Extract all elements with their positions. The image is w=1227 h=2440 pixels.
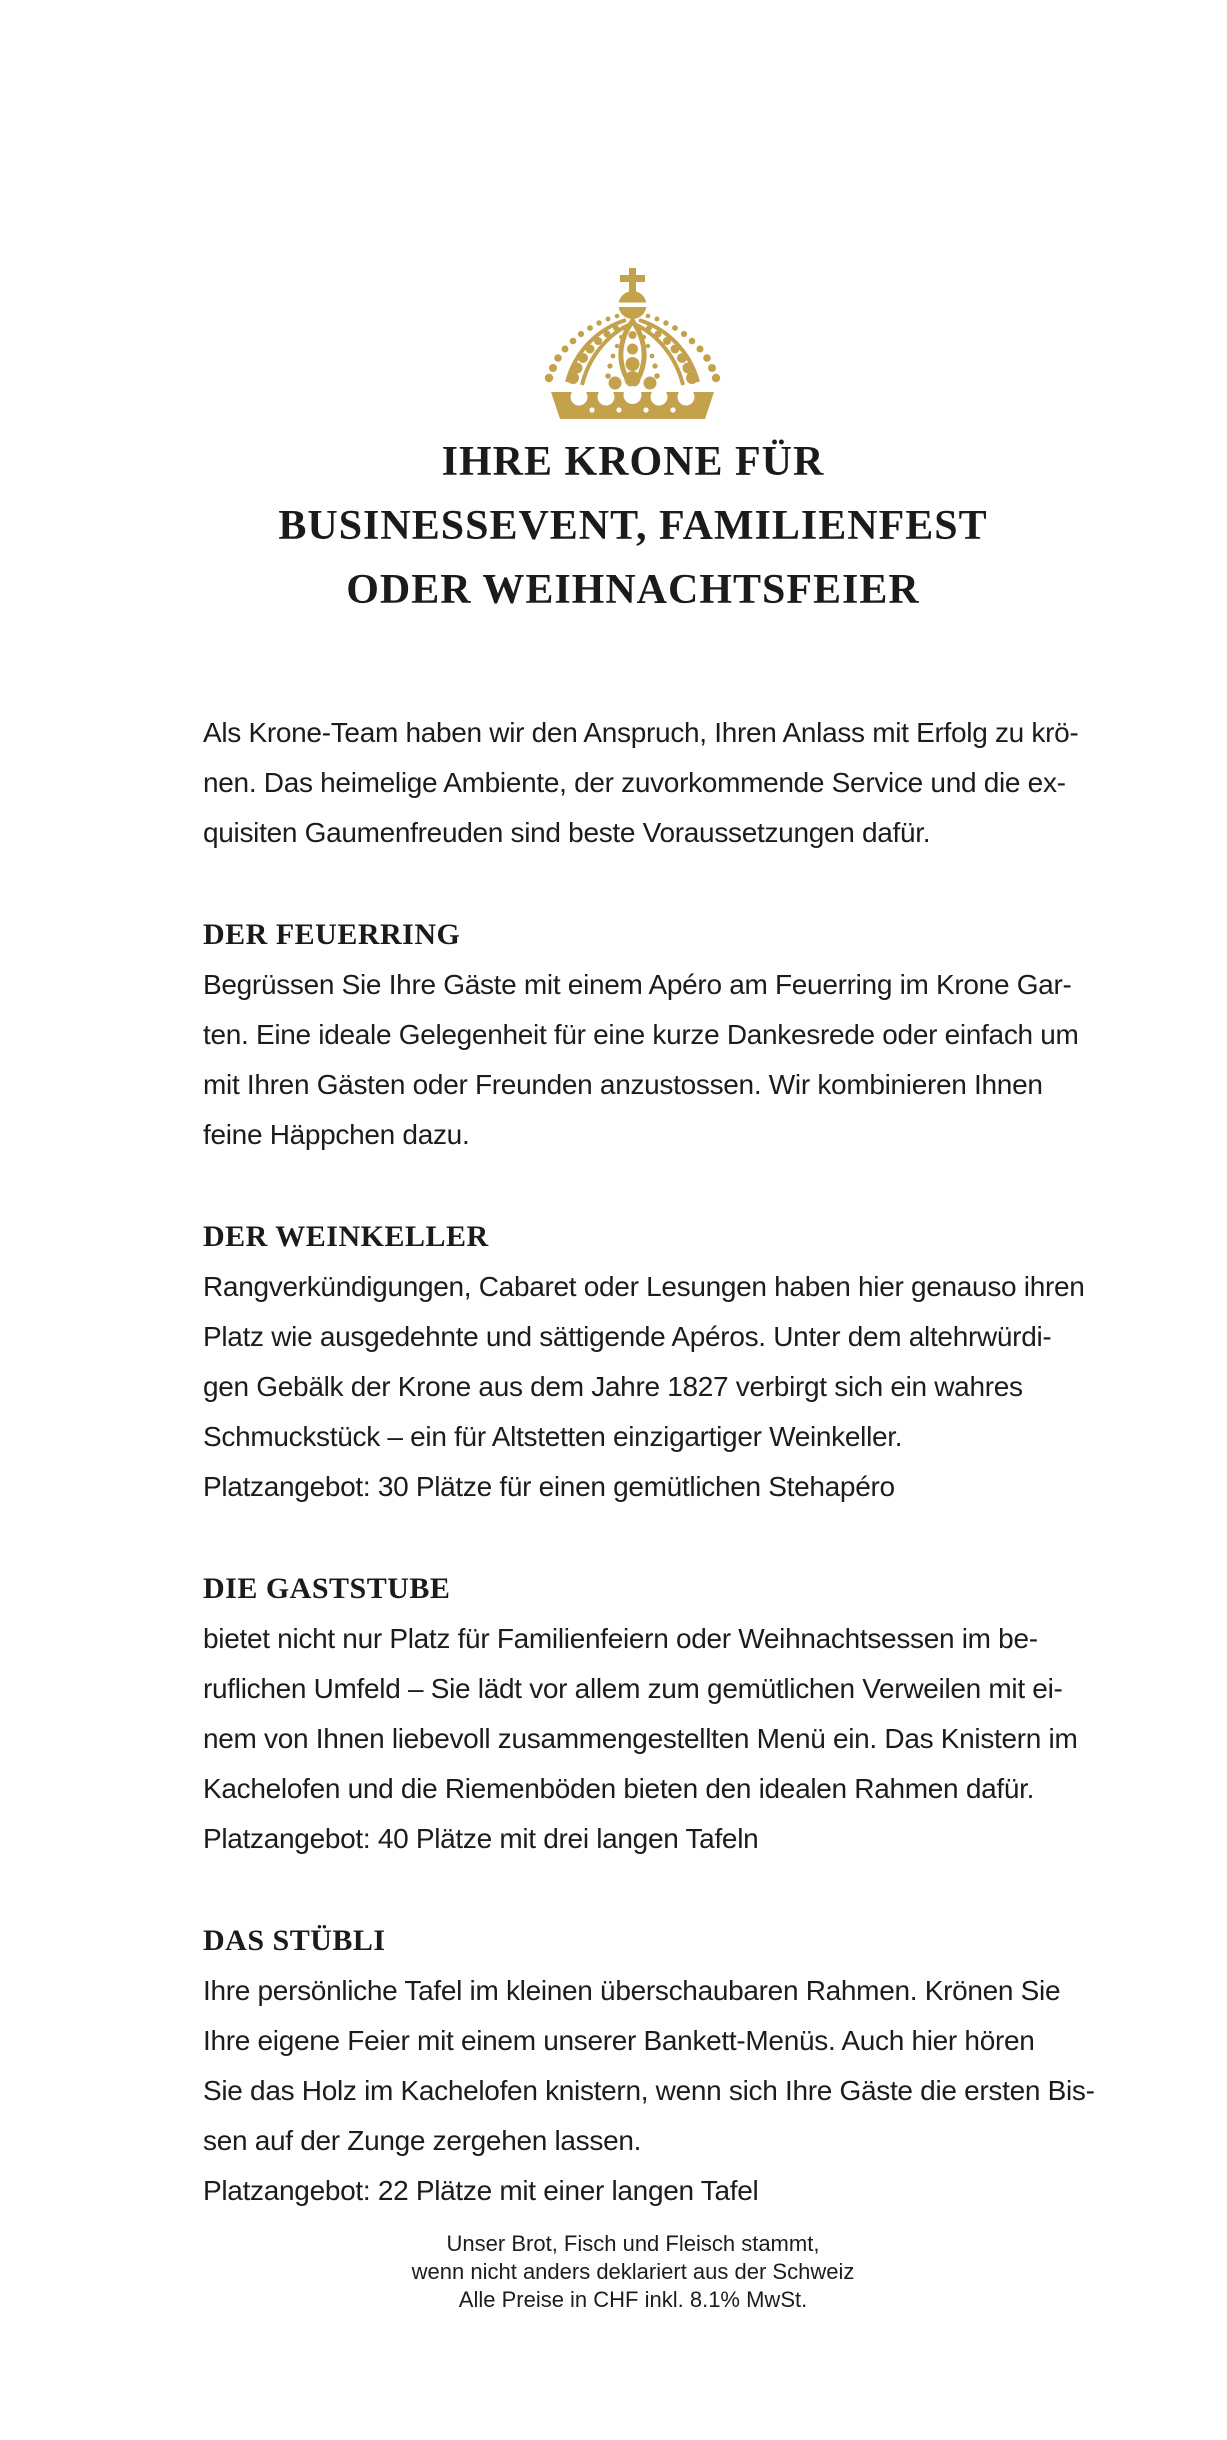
section-line: nem von Ihnen liebevoll zusammengestellten Menü ein. Das Knistern im <box>203 1723 1078 1754</box>
section-line: Sie das Holz im Kachelofen knistern, wenn sich Ihre Gäste die ersten Bis- <box>203 2075 1095 2106</box>
section-line: bietet nicht nur Platz für Familienfeiern oder Weihnachtsessen im be- <box>203 1623 1038 1654</box>
page-content <box>203 268 1095 2314</box>
title-line: ODER WEIHNACHTSFEIER <box>346 567 920 613</box>
section-heading: DER WEINKELLER <box>203 1220 489 1253</box>
section-paragraph <box>203 960 1079 1160</box>
section-line: feine Häppchen dazu. <box>203 1119 470 1150</box>
section-line: gen Gebälk der Krone aus dem Jahre 1827 verbirgt sich ein wahres <box>203 1371 1023 1402</box>
section <box>203 1216 1085 1512</box>
section <box>203 1568 1078 1864</box>
intro-paragraph <box>203 708 1079 858</box>
section-line: ten. Eine ideale Gelegenheit für eine kurze Dankesrede oder einfach um <box>203 1019 1079 1050</box>
capacity-line: Platzangebot: 30 Plätze für einen gemütlichen Stehapéro <box>203 1471 895 1502</box>
section-line: ruflichen Umfeld – Sie lädt vor allem zum gemütlichen Verweilen mit ei- <box>203 1673 1063 1704</box>
section-heading: DIE GASTSTUBE <box>203 1572 451 1605</box>
sections-container <box>203 914 1095 2216</box>
section-line: Ihre eigene Feier mit einem unserer Bankett-Menüs. Auch hier hören <box>203 2025 1035 2056</box>
section-line: mit Ihren Gästen oder Freunden anzustossen. Wir kombinieren Ihnen <box>203 1069 1043 1100</box>
section-line: Schmuckstück – ein für Altstetten einzigartiger Weinkeller. <box>203 1421 903 1452</box>
title-line: BUSINESSEVENT, FAMILIENFEST <box>278 503 988 549</box>
intro-line: nen. Das heimelige Ambiente, der zuvorkommende Service und die ex- <box>203 767 1066 798</box>
section-heading: DAS STÜBLI <box>203 1924 386 1957</box>
title-line: IHRE KRONE FÜR <box>441 439 825 485</box>
section-line: Rangverkündigungen, Cabaret oder Lesungen haben hier genauso ihren <box>203 1271 1085 1302</box>
crown-logo-icon <box>527 268 739 422</box>
section <box>203 1920 1095 2216</box>
section-line: Ihre persönliche Tafel im kleinen überschaubaren Rahmen. Krönen Sie <box>203 1975 1061 2006</box>
capacity-line: Platzangebot: 22 Plätze mit einer langen Tafel <box>203 2175 759 2206</box>
footer-line: Alle Preise in CHF inkl. 8.1% MwSt. <box>458 2287 808 2312</box>
page-title <box>203 430 1063 622</box>
footer-line: wenn nicht anders deklariert aus der Schweiz <box>411 2259 855 2284</box>
intro-line: quisiten Gaumenfreuden sind beste Voraussetzungen dafür. <box>203 817 931 848</box>
section <box>203 914 1079 1160</box>
section-line: sen auf der Zunge zergehen lassen. <box>203 2125 642 2156</box>
section-line: Kachelofen und die Riemenböden bieten den idealen Rahmen dafür. <box>203 1773 1035 1804</box>
intro-line: Als Krone-Team haben wir den Anspruch, Ihren Anlass mit Erfolg zu krö- <box>203 717 1079 748</box>
section-paragraph <box>203 1262 1085 1512</box>
capacity-line: Platzangebot: 40 Plätze mit drei langen Tafeln <box>203 1823 759 1854</box>
section-line: Platz wie ausgedehnte und sättigende Apéros. Unter dem altehrwürdi- <box>203 1321 1052 1352</box>
footer-note <box>203 2230 1063 2314</box>
footer-line: Unser Brot, Fisch und Fleisch stammt, <box>446 2231 820 2256</box>
section-paragraph <box>203 1966 1095 2216</box>
section-heading: DER FEUERRING <box>203 918 461 951</box>
section-paragraph <box>203 1614 1078 1864</box>
section-line: Begrüssen Sie Ihre Gäste mit einem Apéro am Feuerring im Krone Gar- <box>203 969 1072 1000</box>
